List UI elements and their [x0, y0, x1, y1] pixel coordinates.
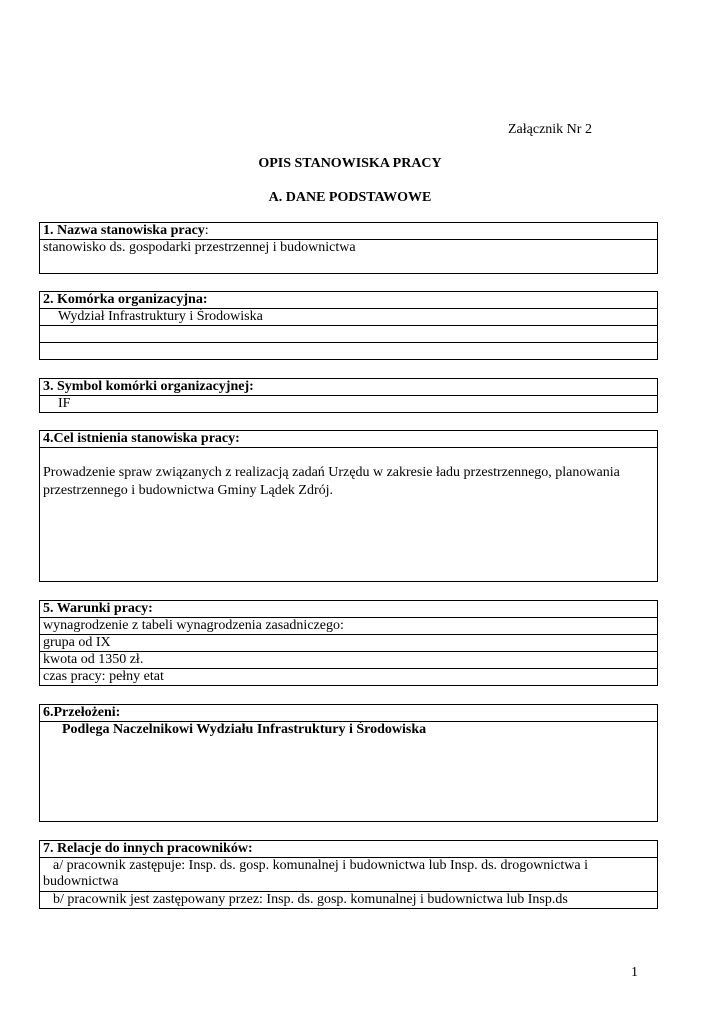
section-2-empty-row: [40, 326, 658, 343]
section-5-table: [39, 600, 658, 686]
section-1-value: stanowisko ds. gospodarki przestrzennej i budownictwa: [40, 240, 658, 274]
section-6-header: 6.Przełożeni:: [40, 705, 658, 722]
section-4-value: Prowadzenie spraw związanych z realizacją zadań Urzędu w zakresie ładu przestrzennego, planowania przestrzennego i budownictwa Gminy Lądek Zdrój.: [40, 448, 658, 582]
page-number: 1: [631, 965, 638, 980]
section-2-header: 2. Komórka organizacyjna:: [40, 292, 658, 309]
section-7-row-a: a/ pracownik zastępuje: Insp. ds. gosp. komunalnej i budownictwa lub Insp. ds. drogownictwa i budownictwa: [40, 858, 658, 892]
section-5-row: kwota od 1350 zł.: [40, 652, 658, 669]
section-4-header: 4.Cel istnienia stanowiska pracy:: [40, 431, 658, 448]
section-1-header: 1. Nazwa stanowiska pracy:: [40, 223, 658, 240]
section-7-header: 7. Relacje do innych pracowników:: [40, 841, 658, 858]
section-7-row-b: b/ pracownik jest zastępowany przez: Insp. ds. gosp. komunalnej i budownictwa lub Insp.ds: [40, 892, 658, 909]
section-6-table: [39, 704, 658, 822]
section-6-value: Podlega Naczelnikowi Wydziału Infrastruktury i Środowiska: [40, 722, 658, 822]
section-3-header: 3. Symbol komórki organizacyjnej:: [40, 379, 658, 396]
section-1-table: [39, 222, 658, 274]
section-4-table: [39, 430, 658, 582]
section-7-table: [39, 840, 658, 909]
section-5-row: wynagrodzenie z tabeli wynagrodzenia zasadniczego:: [40, 618, 658, 635]
document-title: OPIS STANOWISKA PRACY: [258, 156, 442, 171]
section-2-table: [39, 291, 658, 360]
section-2-value: Wydział Infrastruktury i Środowiska: [40, 309, 658, 326]
annex-label: Załącznik Nr 2: [508, 122, 592, 137]
section-5-header: 5. Warunki pracy:: [40, 601, 658, 618]
section-a-title: A. DANE PODSTAWOWE: [268, 190, 432, 205]
section-5-row: grupa od IX: [40, 635, 658, 652]
section-3-value: IF: [40, 396, 658, 413]
section-5-row: czas pracy: pełny etat: [40, 669, 658, 686]
section-3-table: [39, 378, 658, 413]
section-2-empty-row: [40, 343, 658, 360]
